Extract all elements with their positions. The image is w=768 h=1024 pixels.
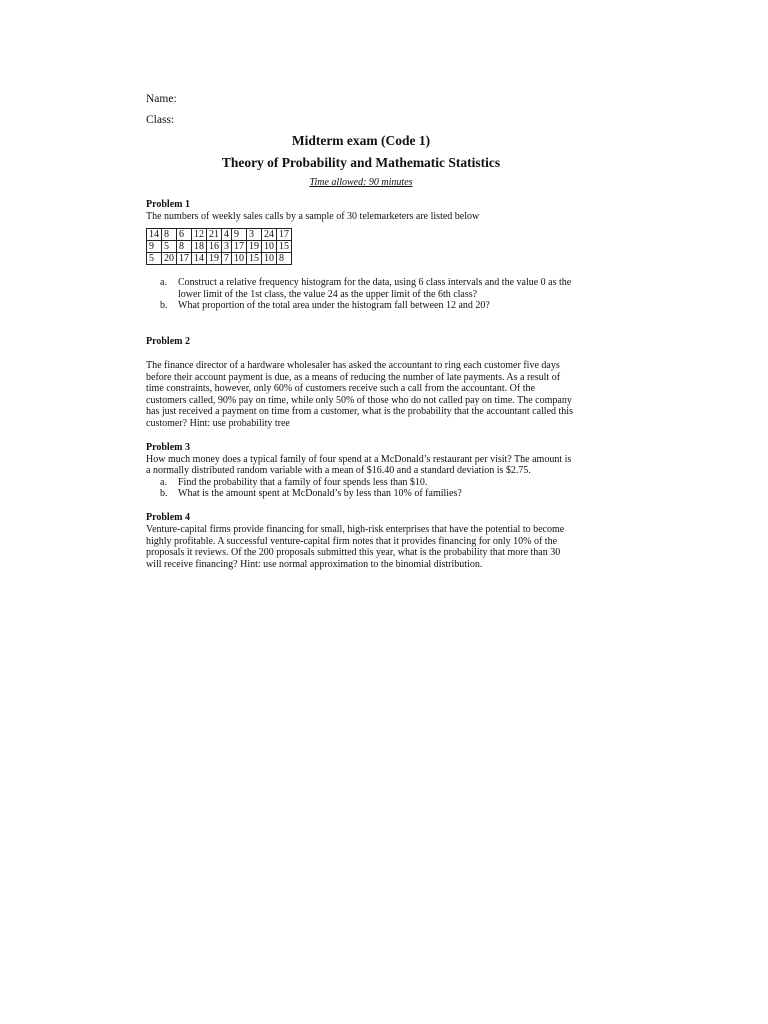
problem-1	[146, 199, 576, 312]
table-cell: 8	[277, 253, 292, 265]
table-cell: 21	[207, 229, 222, 241]
name-label: Name:	[146, 93, 177, 105]
class-label: Class:	[146, 114, 175, 126]
table-cell: 10	[232, 253, 247, 265]
table-cell: 8	[177, 241, 192, 253]
table-cell: 3	[222, 241, 232, 253]
problem-1-questions	[146, 277, 576, 312]
problem-1-question-b	[146, 300, 576, 312]
table-cell: 20	[162, 253, 177, 265]
problem-3-heading: Problem 3	[146, 441, 190, 453]
table-row	[147, 253, 292, 265]
table-cell: 9	[147, 241, 162, 253]
problem-4-text: Venture-capital firms provide financing for small, high-risk enterprises that have the potential to become highly profitable. A successful venture-capital firm notes that it provides financing for only 10% of the proposals it reviews. Of the 200 proposals submitted this year, what is the probability that more than 30 will receive financing? Hint: use normal approximation to the binomial distribution.	[146, 523, 565, 570]
question-marker: b.	[160, 300, 168, 312]
problem-3	[146, 442, 576, 500]
problem-2-heading: Problem 2	[146, 335, 190, 347]
exam-subtitle: Theory of Probability and Mathematic Statistics	[221, 155, 501, 170]
question-marker: a.	[160, 277, 167, 289]
table-cell: 14	[147, 229, 162, 241]
table-cell: 5	[147, 253, 162, 265]
table-cell: 10	[262, 241, 277, 253]
table-cell: 5	[162, 241, 177, 253]
problem-4-heading: Problem 4	[146, 511, 190, 523]
table-cell: 15	[247, 253, 262, 265]
table-cell: 18	[192, 241, 207, 253]
question-marker: b.	[160, 488, 168, 500]
table-cell: 12	[192, 229, 207, 241]
problem-3-question-b	[146, 488, 576, 500]
question-marker: a.	[160, 476, 167, 488]
table-cell: 8	[162, 229, 177, 241]
problem-2-text: The finance director of a hardware wholesaler has asked the accountant to ring each customer five days before their account payment is due, as a means of reducing the number of late payments. As a result of time constraints, however, only 60% of customers receive such a call from the accountant. Of the customers called, 90% pay on time, while only 50% of those who do not called pay on time. The company has just received a payment on time from a customer, what is the probability that the accountant called this customer? Hint: use probability tree	[146, 359, 573, 429]
exam-document	[146, 92, 576, 570]
table-cell: 6	[177, 229, 192, 241]
table-cell: 10	[262, 253, 277, 265]
table-cell: 9	[232, 229, 247, 241]
problem-1-intro: The numbers of weekly sales calls by a sample of 30 telemarketers are listed below	[146, 210, 480, 222]
problem-3-question-a	[146, 477, 576, 489]
problem-1-heading: Problem 1	[146, 198, 190, 210]
question-text: Find the probability that a family of four spends less than $10.	[178, 476, 428, 488]
problem-4	[146, 512, 576, 570]
problem-1-question-a	[146, 277, 576, 300]
table-row	[147, 229, 292, 241]
question-text: What is the amount spent at McDonald’s by less than 10% of families?	[178, 488, 462, 500]
table-cell: 3	[247, 229, 262, 241]
table-cell: 17	[277, 229, 292, 241]
table-cell: 14	[192, 253, 207, 265]
table-cell: 7	[222, 253, 232, 265]
table-cell: 15	[277, 241, 292, 253]
problem-3-questions	[146, 477, 576, 500]
problem-2	[146, 336, 576, 430]
sales-calls-table	[146, 228, 292, 265]
table-cell: 17	[177, 253, 192, 265]
table-cell: 24	[262, 229, 277, 241]
table-cell: 19	[207, 253, 222, 265]
question-text: What proportion of the total area under the histogram fall between 12 and 20?	[178, 300, 490, 312]
table-row	[147, 241, 292, 253]
question-text: Construct a relative frequency histogram for the data, using 6 class intervals and the value 0 as the lower limit of the 1st class, the value 24 as the upper limit of the 6th class?	[178, 277, 572, 300]
table-cell: 19	[247, 241, 262, 253]
table-cell: 17	[232, 241, 247, 253]
time-allowed: Time allowed: 90 minutes	[309, 177, 413, 188]
table-cell: 16	[207, 241, 222, 253]
exam-title: Midterm exam (Code 1)	[291, 133, 431, 148]
table-cell: 4	[222, 229, 232, 241]
problem-3-text: How much money does a typical family of four spend at a McDonald’s restaurant per visit? The amount is a normally distributed random variable with a mean of $16.40 and a standard deviation is $2.75.	[146, 453, 572, 477]
